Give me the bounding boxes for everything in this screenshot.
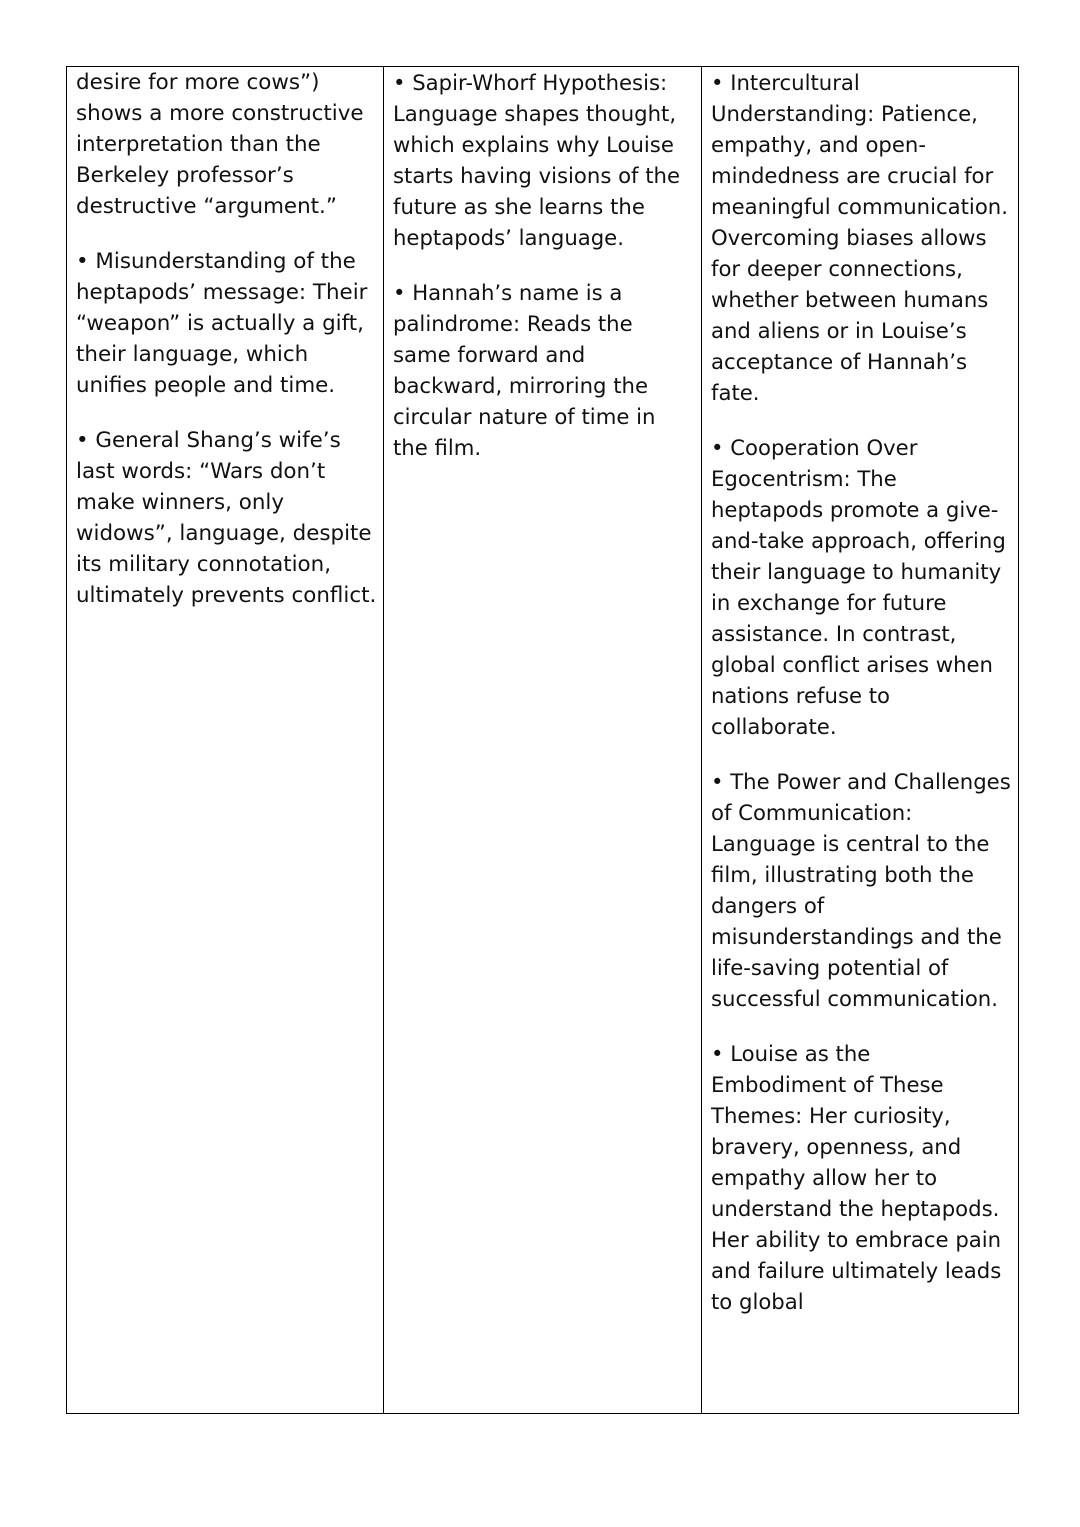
paragraph-general-shang: • General Shang’s wife’s last words: “Wars don’t make winners, only widows”, language, despite its military connotation, ultimately prevents conflict. [76,428,377,608]
table-cell-column-1 [67,67,384,1414]
cell-content [384,67,701,463]
paragraph-misunderstanding: • Misunderstanding of the heptapods’ message: Their “weapon” is actually a gift, their language, which unifies people and time. [76,249,368,398]
cell-content [702,67,1018,1317]
table-cell-column-2 [384,67,702,1414]
paragraph-sapir-whorf: • Sapir-Whorf Hypothesis: Language shapes thought, which explains why Louise starts having visions of the future as she learns the heptapods’ language. [393,70,681,250]
table-row [67,67,1019,1414]
paragraph-power-of-communication: • The Power and Challenges of Communication: Language is central to the film, illustrating both the dangers of misunderstandings and the life-saving potential of successful communication. [711,769,1011,1011]
cell-content [67,67,383,611]
paragraph-cooperation: • Cooperation Over Egocentrism: The heptapods promote a give-and-take approach, offering their language to humanity in exchange for future assistance. In contrast, global conflict arises when nations refuse to collaborate. [711,435,1006,739]
paragraph-intercultural-understanding: • Intercultural Understanding: Patience, empathy, and open-mindedness are crucial for meaningful communication. Overcoming biases allows for deeper connections, whether between humans and aliens or in Louise’s acceptance of Hannah’s fate. [711,70,1008,405]
notes-table [66,66,1019,1414]
paragraph-cows-interpretation: desire for more cows”) shows a more constructive interpretation than the Berkeley professor’s destructive “argument.” [76,70,364,219]
table-cell-column-3 [702,67,1019,1414]
paragraph-louise-embodiment: • Louise as the Embodiment of These Themes: Her curiosity, bravery, openness, and empathy allow her to understand the heptapods. Her ability to embrace pain and failure ultimately leads to global [711,1041,1002,1314]
paragraph-hannah-palindrome: • Hannah’s name is a palindrome: Reads the same forward and backward, mirroring the circular nature of time in the film. [393,280,656,460]
